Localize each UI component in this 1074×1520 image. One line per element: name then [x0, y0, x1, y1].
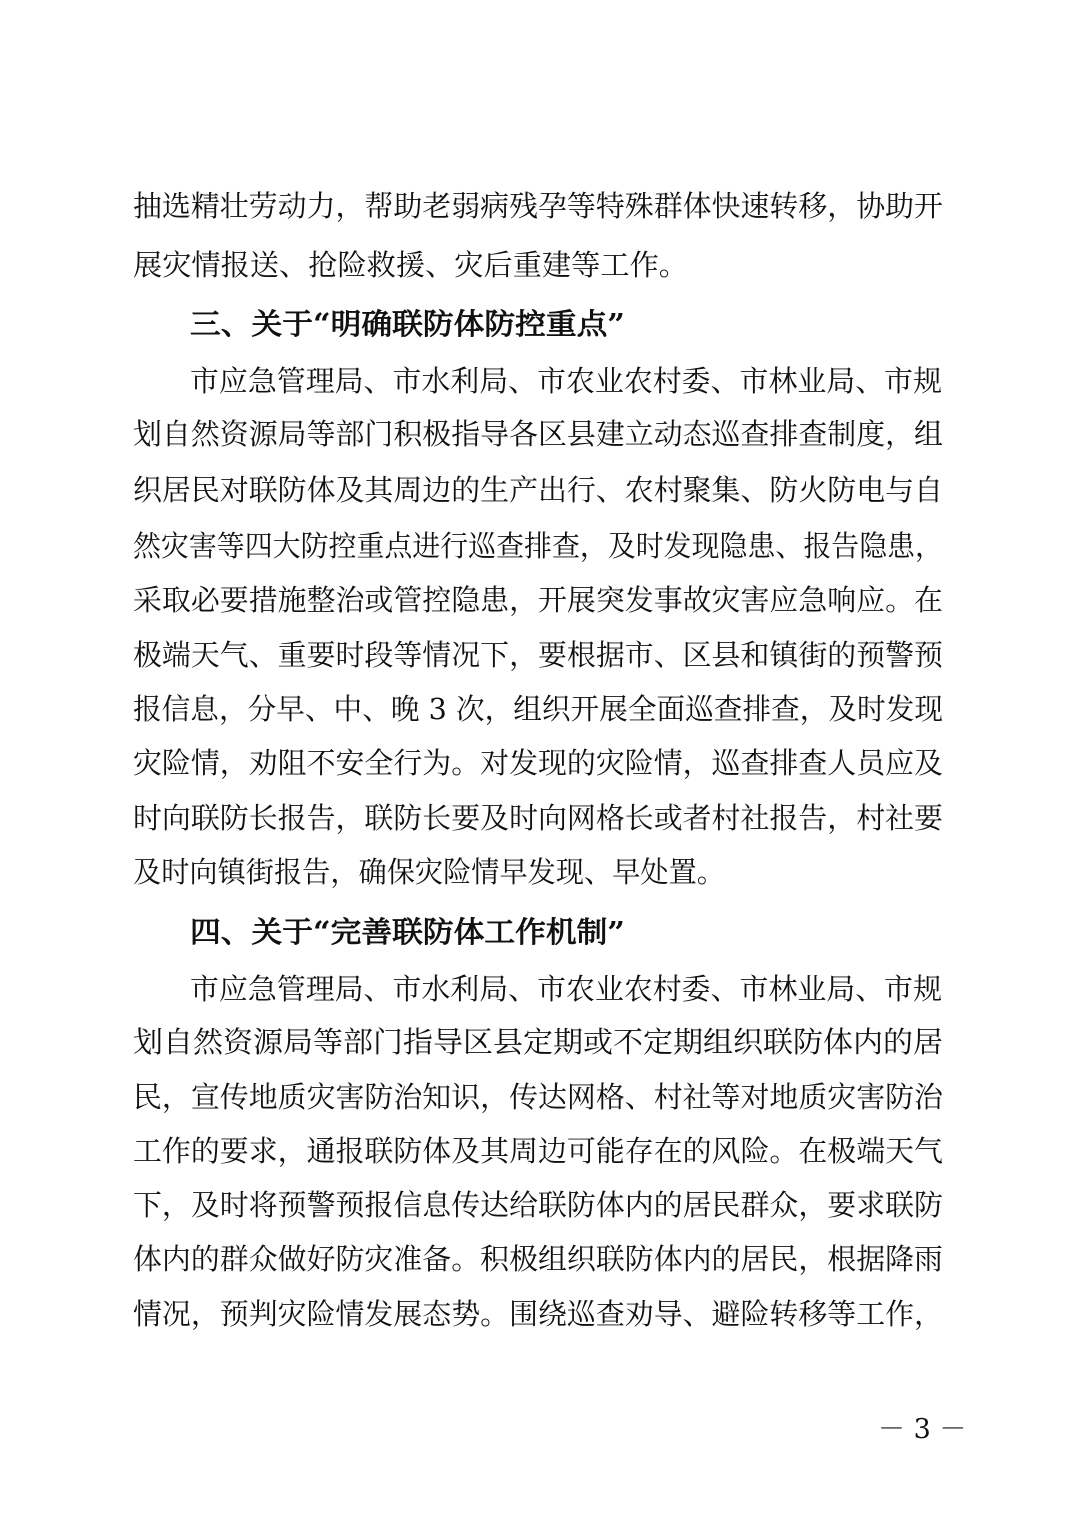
text: 时向联防长报告，联防长要及时向网格长或者村社报告，村社要 — [133, 801, 943, 835]
text: 织居民对联防体及其周边的生产出行、农村聚集、防火防电与自 — [133, 473, 943, 507]
text: 极端天气、重要时段等情况下，要根据市、区县和镇街的预警预 — [133, 638, 943, 672]
body-line-9 — [0, 635, 1074, 675]
body-line-18 — [0, 1131, 1074, 1171]
section-heading-3 — [0, 304, 1074, 344]
text: 报信息，分早、中、晚 3 次，组织开展全面巡查排查，及时发现 — [133, 692, 943, 726]
page-number: － 3 － — [878, 1414, 967, 1445]
body-line-6 — [0, 470, 1074, 510]
body-line-10 — [0, 689, 1074, 729]
body-line-13 — [0, 852, 1074, 892]
section-heading-4 — [0, 912, 1074, 952]
text: 灾险情，劝阻不安全行为。对发现的灾险情，巡查排查人员应及 — [133, 746, 943, 780]
body-line-17 — [0, 1077, 1074, 1117]
body-line-16 — [0, 1022, 1074, 1062]
body-line-5 — [0, 414, 1074, 454]
text: 及时向镇街报告，确保灾险情早发现、早处置。 — [133, 855, 725, 889]
body-line-15 — [0, 969, 1074, 1009]
body-line-21 — [0, 1294, 1074, 1334]
body-line-8 — [0, 580, 1074, 620]
body-line-4 — [0, 361, 1074, 401]
text: 采取必要措施整治或管控隐患，开展突发事故灾害应急响应。在 — [133, 583, 943, 617]
text: 划自然资源局等部门指导区县定期或不定期组织联防体内的居 — [133, 1025, 943, 1059]
text: 体内的群众做好防灾准备。积极组织联防体内的居民，根据降雨 — [133, 1242, 943, 1276]
text: 下，及时将预警预报信息传达给联防体内的居民群众，要求联防 — [133, 1188, 943, 1222]
heading-text: 三、关于“明确联防体防控重点” — [190, 307, 625, 341]
text: 市应急管理局、市水利局、市农业农村委、市林业局、市规 — [190, 972, 942, 1006]
text: 划自然资源局等部门积极指导各区县建立动态巡查排查制度，组 — [133, 417, 943, 451]
text: 情况，预判灾险情发展态势。围绕巡查劝导、避险转移等工作， — [133, 1297, 943, 1331]
text: 然灾害等四大防控重点进行巡查排查，及时发现隐患、报告隐患， — [133, 529, 943, 563]
body-line-2 — [0, 245, 1074, 285]
body-line-7 — [0, 526, 1074, 566]
heading-text: 四、关于“完善联防体工作机制” — [190, 915, 625, 949]
text: 民，宣传地质灾害防治知识，传达网格、村社等对地质灾害防治 — [133, 1080, 943, 1114]
text: 展灾情报送、抢险救援、灾后重建等工作。 — [133, 248, 688, 282]
body-line-11 — [0, 743, 1074, 783]
text: 抽选精壮劳动力，帮助老弱病残孕等特殊群体快速转移，协助开 — [133, 189, 943, 223]
text: 市应急管理局、市水利局、市农业农村委、市林业局、市规 — [190, 364, 942, 398]
body-line-19 — [0, 1185, 1074, 1225]
body-line-12 — [0, 798, 1074, 838]
text: 工作的要求，通报联防体及其周边可能存在的风险。在极端天气 — [133, 1134, 943, 1168]
body-line-1 — [0, 186, 1074, 226]
body-line-20 — [0, 1239, 1074, 1279]
